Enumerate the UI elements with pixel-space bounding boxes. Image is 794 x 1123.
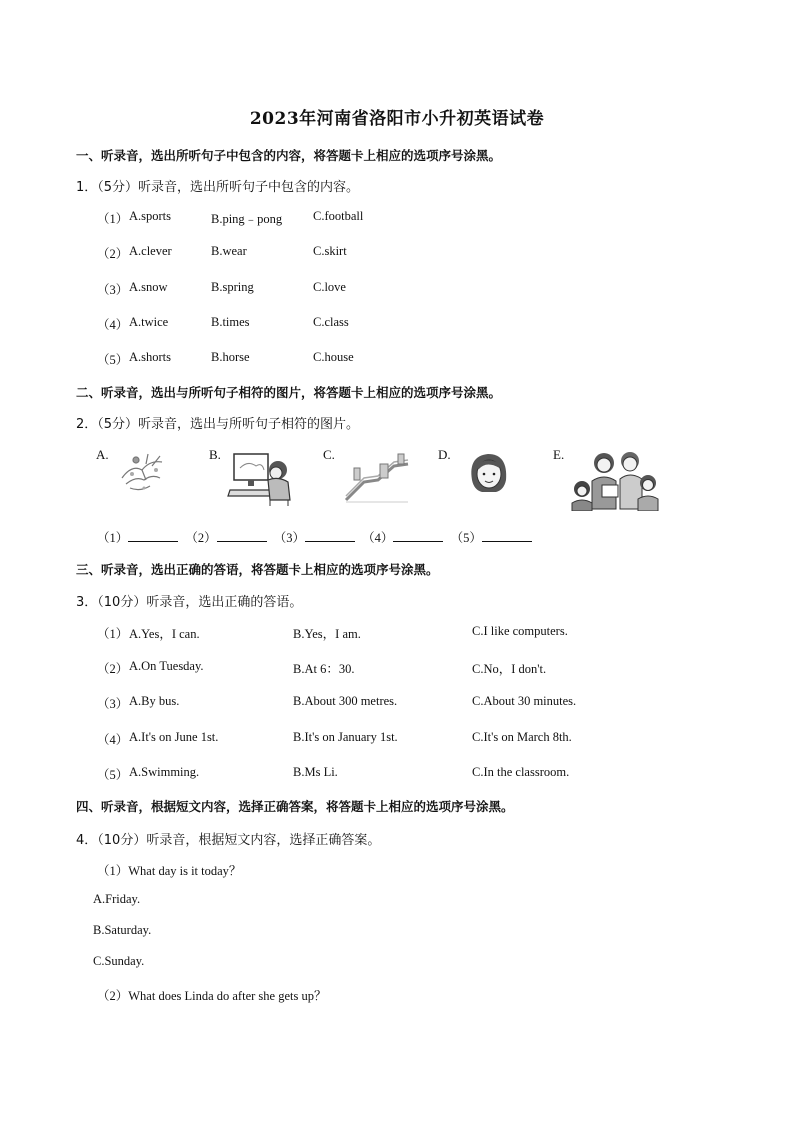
picture-b-label: B.: [209, 447, 221, 462]
section-1-heading: 一、听录音，选出所听句子中包含的内容，将答题卡上相应的选项序号涂黑。: [76, 148, 502, 163]
option-c: C.In the classroom.: [472, 765, 570, 779]
option-b: B.Yes，I am.: [293, 627, 361, 641]
answer-blank[interactable]: （5）: [451, 528, 532, 546]
option-a: A.sports: [129, 209, 172, 223]
bird-icon: [116, 450, 172, 500]
question-1: 1．（5分）听录音，选出所听句子中包含的内容。: [76, 180, 360, 195]
option-a: A.twice: [129, 315, 169, 329]
row-number: （2）: [97, 662, 129, 676]
option-a: A.snow: [129, 280, 168, 294]
option-a: A.shorts: [129, 350, 172, 364]
section-3-heading: 三、听录音，选出正确的答语，将答题卡上相应的选项序号涂黑。: [76, 562, 439, 577]
option-b: B.ping﹣pong: [211, 212, 283, 226]
row-number: （1）: [97, 627, 129, 641]
q4-sub-1: （1）What day is it today？: [97, 864, 242, 878]
girl-face-icon: [466, 450, 512, 498]
picture-a-label: A.: [96, 447, 109, 462]
option-c: C.love: [313, 280, 346, 294]
q4-sub-1-option-a: A.Friday.: [93, 892, 141, 906]
answer-blank[interactable]: （3）: [274, 528, 355, 546]
option-c: C.No，I don't.: [472, 662, 547, 676]
boy-computer-icon: [226, 450, 294, 512]
section-4-heading: 四、听录音，根据短文内容，选择正确答案，将答题卡上相应的选项序号涂黑。: [76, 799, 514, 814]
row-number: （5）: [97, 768, 129, 782]
option-c: C.skirt: [313, 244, 347, 258]
row-number: （5）: [97, 353, 129, 367]
answer-blank[interactable]: （2）: [185, 528, 266, 546]
option-c: C.I like computers.: [472, 624, 568, 638]
option-b: B.At 6：30.: [293, 662, 355, 676]
option-b: B.About 300 metres.: [293, 694, 398, 708]
option-b: B.Ms Li.: [293, 765, 338, 779]
row-number: （2）: [97, 247, 129, 261]
option-b: B.times: [211, 315, 250, 329]
option-a: A.Swimming.: [129, 765, 200, 779]
exam-title: 2023年河南省洛阳市小升初英语试卷: [249, 109, 545, 129]
q4-sub-1-option-c: C.Sunday.: [93, 954, 145, 968]
question-3: 3．（10分）听录音，选出正确的答语。: [76, 595, 303, 610]
family-icon: [568, 449, 662, 515]
option-b: B.horse: [211, 350, 250, 364]
picture-e-label: E.: [553, 447, 565, 462]
option-c: C.class: [313, 315, 349, 329]
great-wall-icon: [344, 452, 410, 508]
option-b: B.wear: [211, 244, 247, 258]
option-a: A.By bus.: [129, 694, 180, 708]
picture-c-label: C.: [323, 447, 335, 462]
option-a: A.On Tuesday.: [129, 659, 204, 673]
option-a: A.clever: [129, 244, 172, 258]
option-c: C.house: [313, 350, 354, 364]
section-2-heading: 二、听录音，选出与所听句子相符的图片，将答题卡上相应的选项序号涂黑。: [76, 385, 502, 400]
option-c: C.It's on March 8th.: [472, 730, 572, 744]
option-a: A.Yes，I can.: [129, 627, 200, 641]
picture-d-label: D.: [438, 447, 451, 462]
picture-answer-blanks: [97, 528, 536, 546]
option-a: A.It's on June 1st.: [129, 730, 219, 744]
row-number: （3）: [97, 283, 129, 297]
option-c: C.football: [313, 209, 364, 223]
answer-blank[interactable]: （1）: [97, 528, 178, 546]
option-c: C.About 30 minutes.: [472, 694, 577, 708]
row-number: （4）: [97, 318, 129, 332]
row-number: （3）: [97, 697, 129, 711]
row-number: （1）: [97, 212, 129, 226]
answer-blank[interactable]: （4）: [362, 528, 443, 546]
option-b: B.spring: [211, 280, 254, 294]
option-b: B.It's on January 1st.: [293, 730, 398, 744]
question-2: 2．（5分）听录音，选出与所听句子相符的图片。: [76, 417, 360, 432]
row-number: （4）: [97, 733, 129, 747]
q4-sub-1-option-b: B.Saturday.: [93, 923, 152, 937]
q4-sub-2: （2）What does Linda do after she gets up？: [97, 989, 327, 1003]
question-4: 4．（10分）听录音，根据短文内容，选择正确答案。: [76, 833, 381, 848]
